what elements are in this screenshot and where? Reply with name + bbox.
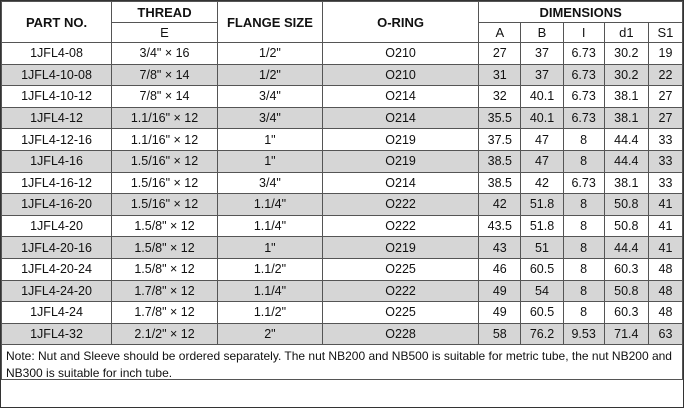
dim-a-cell: 46	[479, 258, 521, 280]
dim-b-cell: 40.1	[521, 86, 563, 108]
footnote: Note: Nut and Sleeve should be ordered separately. The nut NB200 and NB500 is suitable for metric tube, the nut NB200 and NB300 is suitable for inch tube.	[1, 345, 683, 380]
dim-s1-cell: 41	[648, 215, 682, 237]
dim-d1-cell: 50.8	[604, 215, 648, 237]
o-ring-cell: O219	[322, 129, 478, 151]
dim-a-cell: 38.5	[479, 172, 521, 194]
dim-s1-cell: 19	[648, 43, 682, 65]
o-ring-cell: O225	[322, 258, 478, 280]
dim-s1-cell: 22	[648, 64, 682, 86]
table-row	[2, 150, 683, 172]
table-row	[2, 86, 683, 108]
thread-cell: 1.5/8" × 12	[112, 258, 218, 280]
o-ring-cell: O222	[322, 215, 478, 237]
thread-cell: 3/4" × 16	[112, 43, 218, 65]
dim-s1-cell: 41	[648, 194, 682, 216]
o-ring-cell: O228	[322, 323, 478, 345]
dim-s1-cell: 48	[648, 258, 682, 280]
header-part-no: PART NO.	[2, 2, 112, 43]
part-no-cell: 1JFL4-10-08	[2, 64, 112, 86]
dim-l-cell: 8	[563, 302, 604, 324]
header-o-ring: O-RING	[322, 2, 478, 43]
dim-a-cell: 42	[479, 194, 521, 216]
dim-l-cell: 6.73	[563, 107, 604, 129]
part-no-cell: 1JFL4-16-12	[2, 172, 112, 194]
dim-d1-cell: 50.8	[604, 280, 648, 302]
dim-l-cell: 6.73	[563, 43, 604, 65]
flange-size-cell: 1"	[217, 237, 322, 259]
table-row	[2, 215, 683, 237]
dim-s1-cell: 48	[648, 302, 682, 324]
dim-b-cell: 47	[521, 150, 563, 172]
dim-d1-cell: 38.1	[604, 107, 648, 129]
dim-a-cell: 43	[479, 237, 521, 259]
part-no-cell: 1JFL4-08	[2, 43, 112, 65]
flange-size-cell: 1.1/2"	[217, 258, 322, 280]
flange-size-cell: 3/4"	[217, 107, 322, 129]
dim-l-cell: 6.73	[563, 64, 604, 86]
header-dim-b: B	[521, 23, 563, 43]
dim-s1-cell: 33	[648, 150, 682, 172]
thread-cell: 1.5/8" × 12	[112, 237, 218, 259]
dim-b-cell: 51.8	[521, 215, 563, 237]
dim-a-cell: 38.5	[479, 150, 521, 172]
part-no-cell: 1JFL4-24-20	[2, 280, 112, 302]
table-row	[2, 237, 683, 259]
dim-d1-cell: 60.3	[604, 302, 648, 324]
thread-cell: 7/8" × 14	[112, 86, 218, 108]
table-row	[2, 129, 683, 151]
part-no-cell: 1JFL4-20-24	[2, 258, 112, 280]
dim-s1-cell: 41	[648, 237, 682, 259]
thread-cell: 1.7/8" × 12	[112, 302, 218, 324]
flange-size-cell: 1.1/4"	[217, 280, 322, 302]
thread-cell: 2.1/2" × 12	[112, 323, 218, 345]
dim-l-cell: 6.73	[563, 86, 604, 108]
dim-b-cell: 60.5	[521, 302, 563, 324]
dim-b-cell: 47	[521, 129, 563, 151]
header-dim-d1: d1	[604, 23, 648, 43]
header-dim-a: A	[479, 23, 521, 43]
dim-b-cell: 60.5	[521, 258, 563, 280]
dim-b-cell: 54	[521, 280, 563, 302]
table-row	[2, 258, 683, 280]
header-thread: THREAD	[112, 2, 218, 23]
thread-cell: 1.1/16" × 12	[112, 107, 218, 129]
dim-s1-cell: 48	[648, 280, 682, 302]
header-flange-size: FLANGE SIZE	[217, 2, 322, 43]
o-ring-cell: O214	[322, 107, 478, 129]
dim-d1-cell: 44.4	[604, 129, 648, 151]
dim-s1-cell: 33	[648, 172, 682, 194]
dim-l-cell: 6.73	[563, 172, 604, 194]
dim-a-cell: 49	[479, 302, 521, 324]
table-row	[2, 194, 683, 216]
thread-cell: 1.5/16" × 12	[112, 194, 218, 216]
dim-s1-cell: 63	[648, 323, 682, 345]
flange-size-cell: 1"	[217, 129, 322, 151]
dim-l-cell: 8	[563, 215, 604, 237]
table-body	[2, 43, 683, 345]
dim-b-cell: 51	[521, 237, 563, 259]
dim-d1-cell: 30.2	[604, 43, 648, 65]
header-dim-s1: S1	[648, 23, 682, 43]
fitting-spec-table	[1, 1, 683, 345]
dim-d1-cell: 44.4	[604, 150, 648, 172]
dim-b-cell: 51.8	[521, 194, 563, 216]
flange-size-cell: 2"	[217, 323, 322, 345]
thread-cell: 1.5/16" × 12	[112, 150, 218, 172]
part-no-cell: 1JFL4-32	[2, 323, 112, 345]
o-ring-cell: O214	[322, 172, 478, 194]
dim-b-cell: 37	[521, 64, 563, 86]
flange-size-cell: 1/2"	[217, 43, 322, 65]
dim-l-cell: 8	[563, 258, 604, 280]
dim-b-cell: 76.2	[521, 323, 563, 345]
thread-cell: 1.7/8" × 12	[112, 280, 218, 302]
dim-b-cell: 40.1	[521, 107, 563, 129]
header-thread-e: E	[112, 23, 218, 43]
dim-d1-cell: 71.4	[604, 323, 648, 345]
dim-l-cell: 9.53	[563, 323, 604, 345]
dim-a-cell: 31	[479, 64, 521, 86]
o-ring-cell: O222	[322, 280, 478, 302]
o-ring-cell: O225	[322, 302, 478, 324]
header-dim-l: I	[563, 23, 604, 43]
o-ring-cell: O219	[322, 237, 478, 259]
part-no-cell: 1JFL4-12	[2, 107, 112, 129]
thread-cell: 1.5/8" × 12	[112, 215, 218, 237]
dim-a-cell: 49	[479, 280, 521, 302]
dim-d1-cell: 44.4	[604, 237, 648, 259]
dim-b-cell: 37	[521, 43, 563, 65]
table-row	[2, 172, 683, 194]
dim-a-cell: 37.5	[479, 129, 521, 151]
dim-s1-cell: 27	[648, 107, 682, 129]
dim-d1-cell: 60.3	[604, 258, 648, 280]
thread-cell: 1.1/16" × 12	[112, 129, 218, 151]
dim-a-cell: 43.5	[479, 215, 521, 237]
dim-l-cell: 8	[563, 194, 604, 216]
table-row	[2, 323, 683, 345]
header-dimensions: DIMENSIONS	[479, 2, 683, 23]
table-row	[2, 107, 683, 129]
flange-size-cell: 3/4"	[217, 86, 322, 108]
part-no-cell: 1JFL4-10-12	[2, 86, 112, 108]
flange-size-cell: 1/2"	[217, 64, 322, 86]
flange-size-cell: 1.1/4"	[217, 194, 322, 216]
o-ring-cell: O210	[322, 64, 478, 86]
part-no-cell: 1JFL4-16-20	[2, 194, 112, 216]
part-no-cell: 1JFL4-20-16	[2, 237, 112, 259]
dim-a-cell: 27	[479, 43, 521, 65]
part-no-cell: 1JFL4-12-16	[2, 129, 112, 151]
thread-cell: 1.5/16" × 12	[112, 172, 218, 194]
dim-s1-cell: 33	[648, 129, 682, 151]
dim-l-cell: 8	[563, 129, 604, 151]
table-row	[2, 280, 683, 302]
table-row	[2, 64, 683, 86]
dim-b-cell: 42	[521, 172, 563, 194]
flange-size-cell: 3/4"	[217, 172, 322, 194]
flange-size-cell: 1.1/4"	[217, 215, 322, 237]
dim-a-cell: 35.5	[479, 107, 521, 129]
dim-l-cell: 8	[563, 237, 604, 259]
dim-d1-cell: 30.2	[604, 64, 648, 86]
table-row	[2, 302, 683, 324]
o-ring-cell: O219	[322, 150, 478, 172]
o-ring-cell: O214	[322, 86, 478, 108]
dim-s1-cell: 27	[648, 86, 682, 108]
dim-d1-cell: 38.1	[604, 172, 648, 194]
o-ring-cell: O222	[322, 194, 478, 216]
dim-a-cell: 32	[479, 86, 521, 108]
o-ring-cell: O210	[322, 43, 478, 65]
thread-cell: 7/8" × 14	[112, 64, 218, 86]
dim-d1-cell: 50.8	[604, 194, 648, 216]
dim-l-cell: 8	[563, 280, 604, 302]
table-row	[2, 43, 683, 65]
part-no-cell: 1JFL4-20	[2, 215, 112, 237]
flange-size-cell: 1"	[217, 150, 322, 172]
part-no-cell: 1JFL4-16	[2, 150, 112, 172]
part-no-cell: 1JFL4-24	[2, 302, 112, 324]
dim-l-cell: 8	[563, 150, 604, 172]
dim-d1-cell: 38.1	[604, 86, 648, 108]
flange-size-cell: 1.1/2"	[217, 302, 322, 324]
dim-a-cell: 58	[479, 323, 521, 345]
